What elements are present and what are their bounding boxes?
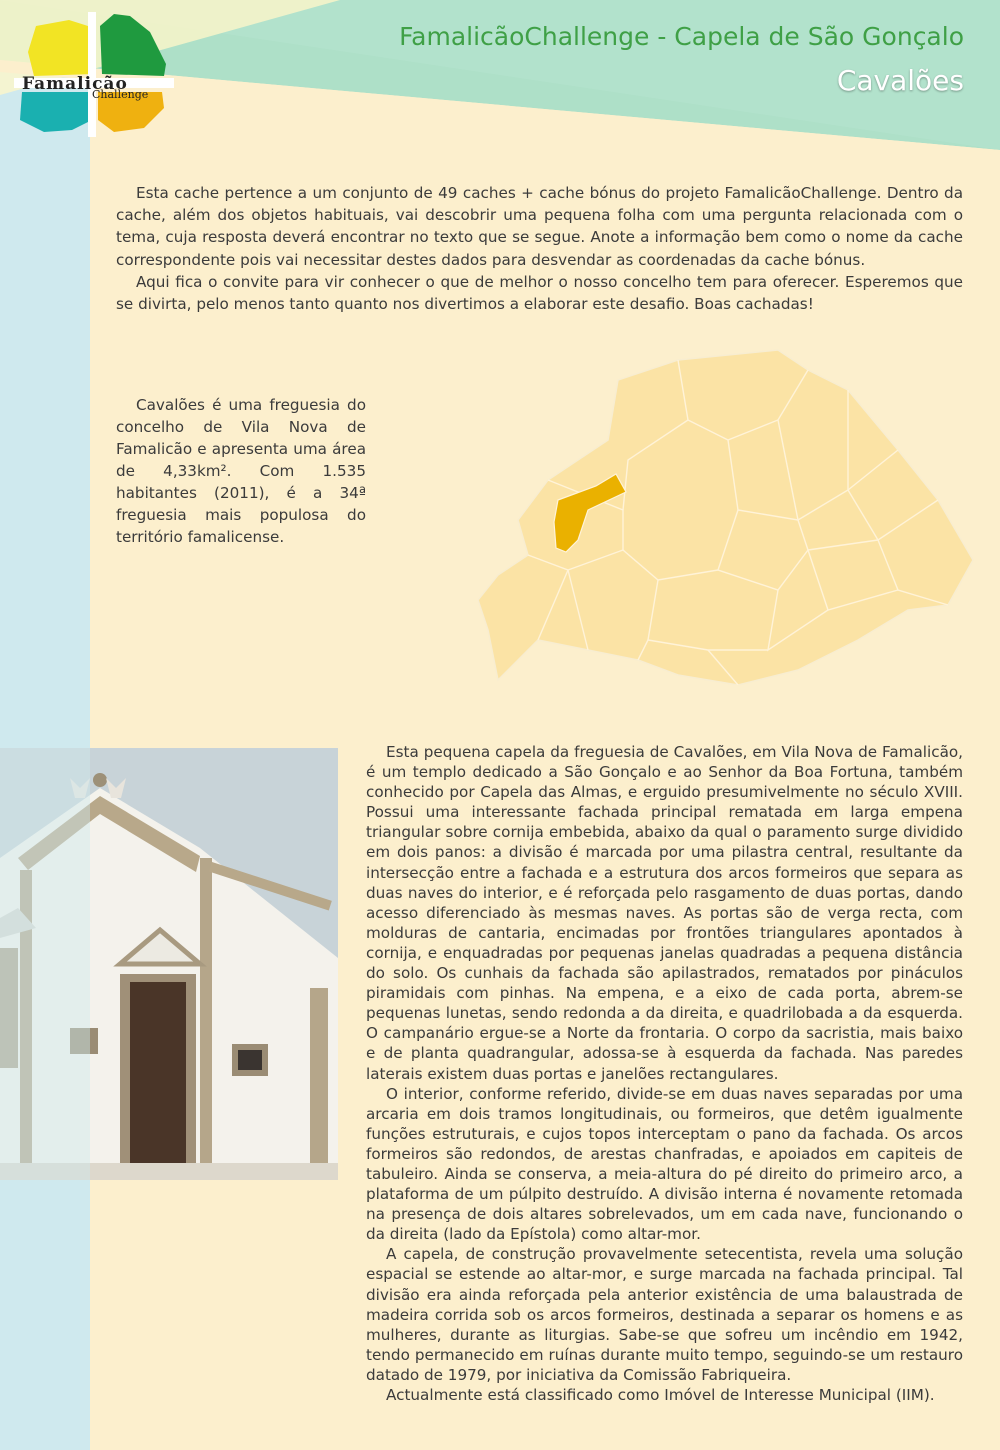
parish-summary — [116, 394, 366, 548]
intro-paragraph-2: Aqui fica o convite para vir conhecer o que de melhor o nosso concelho tem para oferecer. Esperemos que se divirta, pelo menos tanto quanto nos divertimos a elaborar este desafio. Boas cachadas! — [116, 272, 963, 314]
parish-map — [478, 340, 974, 685]
article-paragraph-2: O interior, conforme referido, divide-se em duas naves separadas por uma arcaria em dois tramos longitudinais, ou formeiros, que detêm igualmente funções estruturais, e cujos topos interceptam o pano da fachada. Os arcos formeiros são redondos, de arestas chanfradas, e apoiados em capiteis de tabuleiro. Ainda se conserva, a meia-altura do pé direito do primeiro arco, a plataforma de um púlpito destruído. A divisão interna é novamente retomada na presença de dois altares sobrelevados, um em cada nave, funcionando o da direita (lado da Epístola) como altar-mor. — [366, 1084, 963, 1244]
page-subtitle: Cavalões — [836, 64, 964, 97]
article-paragraph-1: Esta pequena capela da freguesia de Cavalões, em Vila Nova de Famalicão, é um templo dedicado a São Gonçalo e ao Senhor da Boa Fortuna, também conhecido por Capela das Almas, e erguido presumivelmente no século XVIII. Possui uma interessante fachada principal rematada em larga empena triangular sobre cornija embebida, abaixo da qual o paramento surge dividido em dois panos: a divisão é marcada por uma pilastra central, resultante da intersecção entre a fachada e a estrutura dos arcos formeiros que separa as duas naves do interior, e é reforçada pelo rasgamento de duas portas, dando acesso diferenciado às mesmas naves. As portas são de verga recta, com molduras de cantaria, encimadas por frontões triangulares apontados à cornija, e enquadradas por pequenas janelas quadradas a pequena distância do solo. Os cunhais da fachada são apilastrados, rematados por pináculos piramidais com pinhas. Na empena, e a eixo de cada porta, abrem-se pequenas lunetas, sendo redonda a da direita, e quadrilobada a da esquerda. O campanário ergue-se a Norte da frontaria. O corpo da sacristia, mais baixo e de planta quadrangular, adossa-se à esquerda da fachada. Nas paredes laterais existem duas portas e janelões rectangulares. — [366, 743, 963, 1083]
article-paragraph-4: Actualmente está classificado como Imóvel de Interesse Municipal (IIM). — [386, 1386, 935, 1404]
page-title: FamalicãoChallenge - Capela de São Gonçalo — [399, 22, 964, 51]
left-decorative-band — [0, 0, 90, 1450]
article-body — [366, 742, 963, 1405]
parish-summary-text: Cavalões é uma freguesia do concelho de Vila Nova de Famalicão e apresenta uma área de 4,33km². Com 1.535 habitantes (2011), é a 34ª freguesia mais populosa do território famalicense. — [116, 396, 366, 546]
chapel-photo — [0, 748, 338, 1180]
logo-wordmark: Famalicão — [22, 74, 128, 94]
intro-section — [116, 182, 963, 315]
article-paragraph-3: A capela, de construção provavelmente setecentista, revela uma solução espacial se estende ao altar-mor, e surge marcada na fachada principal. Tal divisão era ainda reforçada pela anterior existência de uma balaustrada de madeira corrida sob os arcos formeiros, destinada a separar os homens e as mulheres, durante as liturgias. Sabe-se que sofreu um incêndio em 1942, tendo permanecido em ruínas durante muito tempo, seguindo-se um restauro datado de 1979, por iniciativa da Comissão Fabriqueira. — [366, 1245, 963, 1384]
logo-subwordmark: Challenge — [92, 88, 149, 101]
intro-paragraph-1: Esta cache pertence a um conjunto de 49 caches + cache bónus do projeto FamalicãoChallenge. Dentro da cache, além dos objetos habituais, vai descobrir uma pequena folha com uma pergunta relacionada com o tema, cuja resposta deverá encontrar no texto que se segue. Anote a informação bem como o nome da cache correspondente pois vai necessitar destes dados para desvendar as coordenadas da cache bónus. — [116, 184, 963, 269]
